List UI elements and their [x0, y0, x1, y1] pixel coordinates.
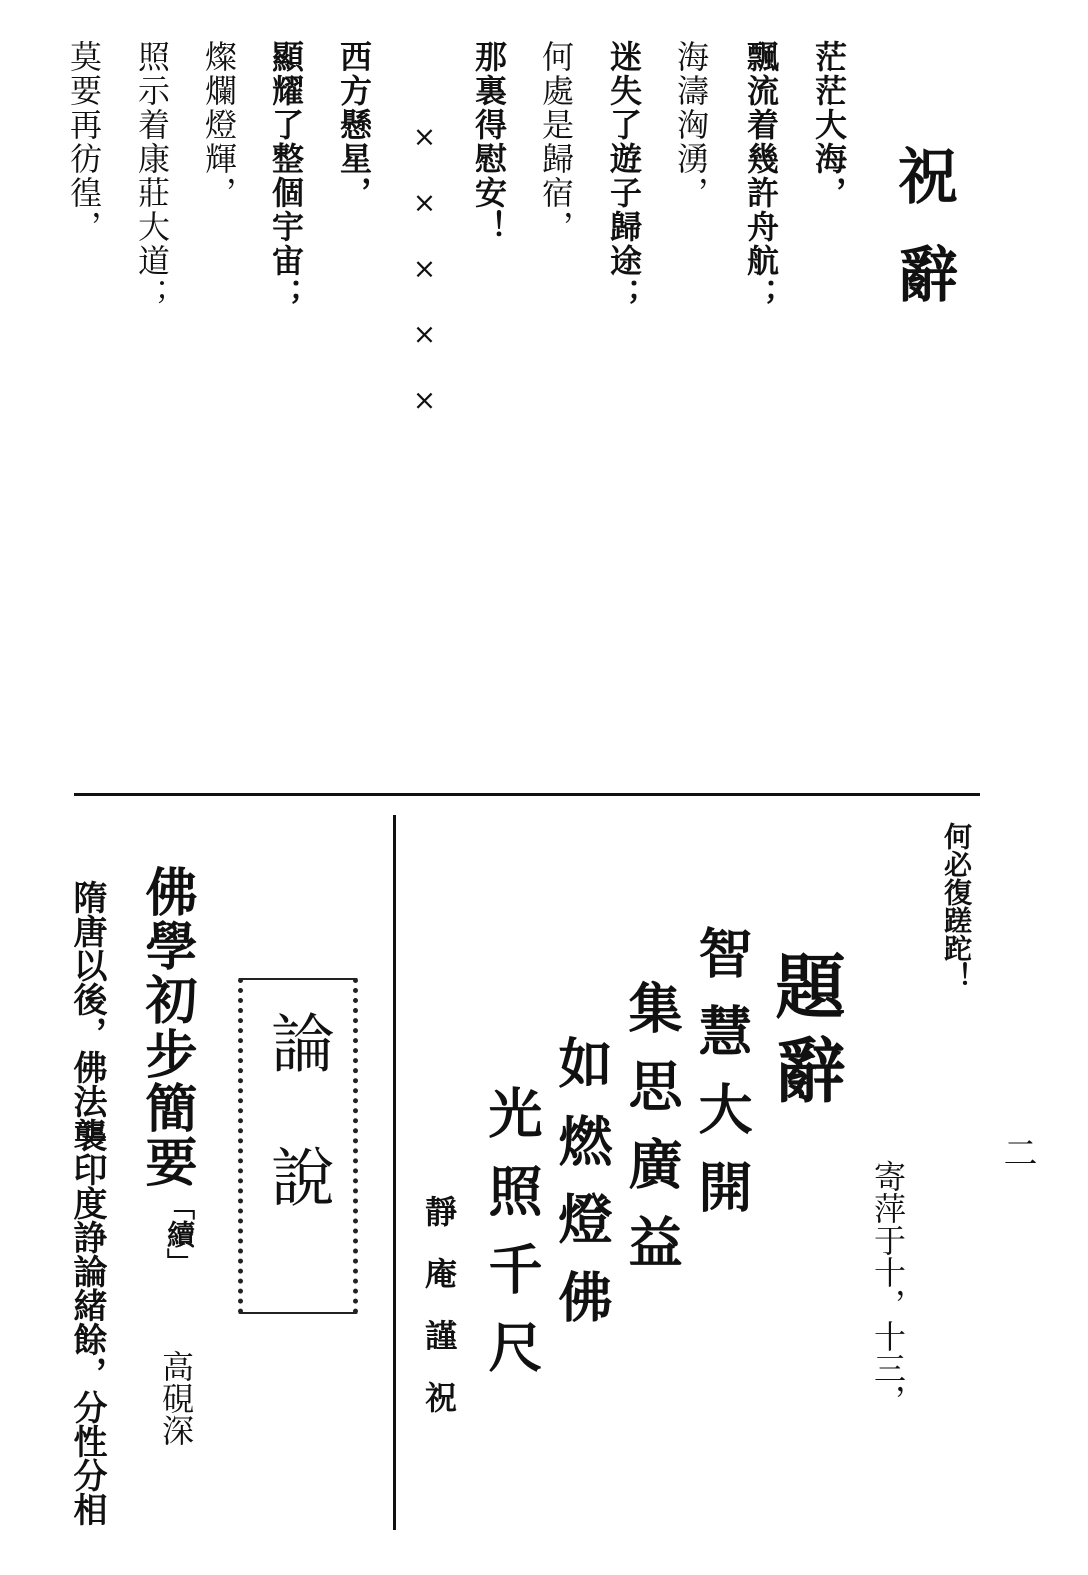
poem-line-6: 那裏得慰安！: [470, 40, 508, 244]
horizontal-divider: [74, 793, 980, 796]
inscription-signature: 靜庵謹祝: [420, 1195, 458, 1443]
poem-line-1: 茫茫大海，: [810, 40, 848, 210]
poem-line-11: 莫要再彷徨，: [65, 40, 103, 244]
poem-line-5: 何處是歸宿，: [537, 40, 575, 244]
inscription-line-4: 光照千尺: [480, 1085, 544, 1397]
section-separator: × × × × ×: [408, 120, 441, 429]
closing-line: 何必復蹉跎！: [940, 822, 973, 990]
page-number: 二: [997, 1135, 1037, 1169]
poem-line-8: 顯耀了整個宇宙；: [267, 40, 305, 312]
poem-line-9: 燦爛燈輝，: [200, 40, 238, 210]
section-label: 論說: [260, 1010, 334, 1278]
author-date: 寄萍于十，十三，: [869, 1160, 907, 1416]
vertical-divider: [393, 815, 396, 1530]
article-title: 佛學初步簡要: [136, 865, 197, 1189]
poem-title: 祝辭: [888, 145, 958, 341]
poem-line-4: 迷失了遊子歸途；: [605, 40, 643, 312]
inscription-line-1: 智慧大開: [690, 925, 754, 1237]
poem-line-10: 照示着康莊大道；: [133, 40, 171, 312]
poem-line-3: 海濤洶湧，: [672, 40, 710, 210]
inscription-line-2: 集思廣益: [620, 980, 684, 1292]
poem-line-2: 飄流着幾許舟航；: [742, 40, 780, 312]
article-first-line: 隋唐以後，佛法襲印度諍論緒餘，分性分相: [67, 880, 107, 1526]
poem-line-7: 西方懸星，: [335, 40, 373, 210]
article-title-note: 「續」: [163, 1192, 196, 1276]
article-author: 高硯深: [157, 1350, 195, 1446]
inscription-line-3: 如燃燈佛: [550, 1035, 614, 1347]
inscription-title: 題辭: [764, 950, 847, 1118]
